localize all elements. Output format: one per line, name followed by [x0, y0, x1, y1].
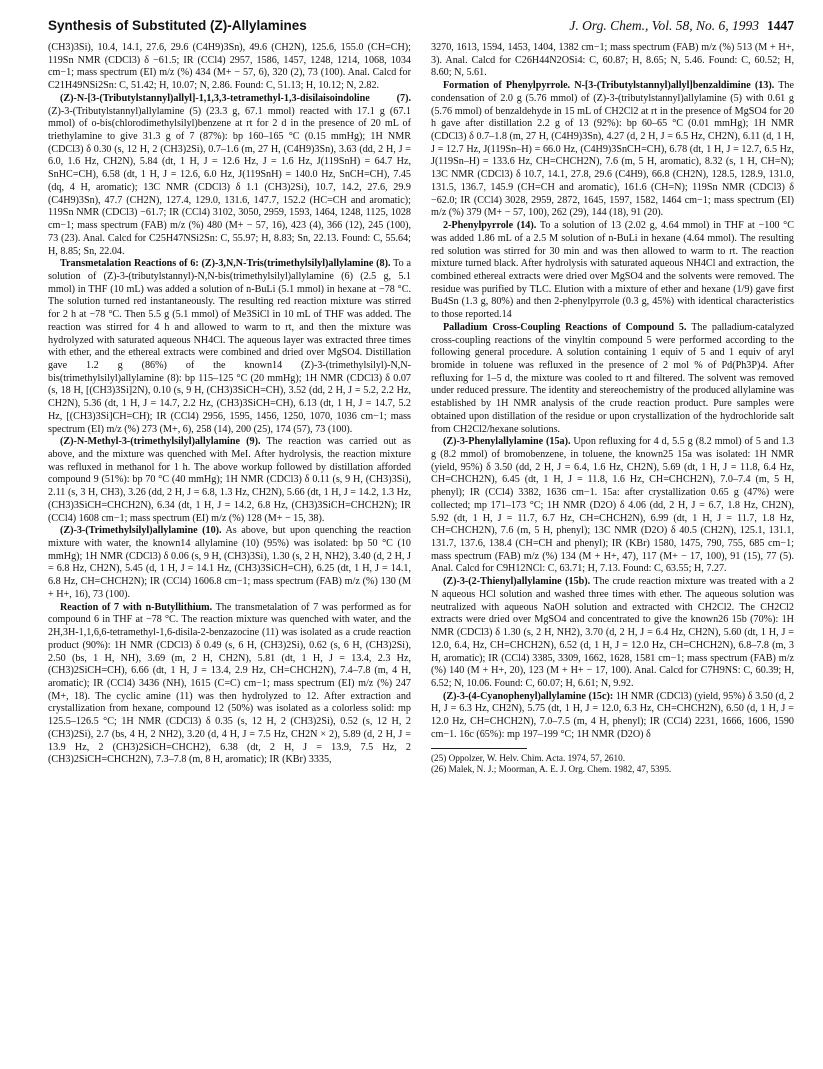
paragraph — [48, 525, 411, 601]
paragraph — [431, 322, 794, 436]
paragraph — [48, 602, 411, 767]
paragraph-heading: 2-Phenylpyrrole (14). — [443, 220, 537, 232]
footnote: (25) Oppolzer, W. Helv. Chim. Acta. 1974, 57, 2610. — [431, 752, 625, 763]
footnote-divider — [431, 748, 527, 749]
footnotes — [431, 753, 794, 776]
paragraph — [431, 691, 794, 742]
paragraph-text: 3270, 1613, 1594, 1453, 1404, 1382 cm−1; mass spectrum (FAB) m/z (%) 513 (M + H+, 3). Anal. Calcd for C26H44N2OSi4: C, 60.87; H, 8.65; N, 5.46. Found: C, 60.52; H, 8.60; N, 5.61. — [431, 42, 794, 79]
paragraph — [431, 220, 794, 322]
running-title: Synthesis of Substituted (Z)-Allylamines — [48, 18, 307, 33]
paragraph-heading: (Z)-3-(Trimethylsilyl)allylamine (10). — [60, 525, 222, 537]
paragraph-text: Upon refluxing for 4 d, 5.5 g (8.2 mmol) of 5 and 1.3 g (8.2 mmol) of bromobenzene, in toluene, the known25 15a was isolated: 1H NMR (yield, 95%) δ 3.50 (dd, 2 H, J = 6.4, 1.6 Hz, CH2N), 5.69 (dt, 1 H, J = 11.8, 6.4 Hz, CH=CHCH2N), 6.45 (dt, 1 H, J = 11.8, 1.6 Hz, CH=CHCH2N), 7.0–7.4 (m, 5 H, phenyl); IR (CCl4) 3382, 1636 cm−1. 15a: after crystallization 0.65 g (47%) were collected; mp 171–173 °C; 1H NMR (D2O) δ 4.06 (dd, 2 H, J = 6.7, 1.8 Hz, CH2N), 5.92 (dt, 1 H, J = 11.7, 6.7 Hz, CH=CHCH2N), 6.99 (dt, 1 H, J = 11.7, 1.8 Hz, CH=CHCH2N), 7.6 (m, 5 H, phenyl); 13C NMR (D2O) δ 40.5 (CH2N), 125.1, 131.1, 131.7, 137.6, 138.4 (CH=CH and phenyl); IR (KBr) 1580, 1475, 790, 755, 685 cm−1; mass spectrum (FAB) m/z (%) 134 (M + H+, 47), 117 (M+ − 17, 100), 91 (15), 77 (5). Anal. Calcd for C9H12NCl: C, 63.71; H, 7.13. Found: C, 63.55; H, 7.27. — [431, 436, 794, 575]
paragraph-text: As above, but upon quenching the reaction mixture with water, the known14 allylamine (10) (95%) was isolated: bp 50 °C (10 mmHg); 1H NMR (CDCl3) δ 0.06 (s, 9 H, (CH3)3Si), 1.30 (s, 2 H, NH2), 3.40 (d, 2 H, J = 6.8 Hz, CH2N), 5.45 (d, 1 H, J = 14.1 Hz, (CH3)3SiCH=CH), 6.25 (dt, 1 H, J = 14.1, 6.8 Hz, CH=CHCH2N); IR (CCl4) 1606.8 cm−1; mass spectrum (FAB) m/z (%) 130 (M + H+, 16), 73 (100). — [48, 525, 411, 600]
paragraph-heading: (Z)-N-Methyl-3-(trimethylsilyl)allylamine (9). — [60, 436, 261, 448]
right-column — [431, 42, 794, 1052]
paragraph-text: The reaction was carried out as above, and the mixture was quenched with MeI. After hydrolysis, the reaction mixture was refluxed in methanol for 1 h. The above workup followed by distillation afforded compound 9 (51%): bp 70 °C (40 mmHg); 1H NMR (CDCl3) δ 0.11 (s, 9 H, (CH3)3Si), 2.11 (s, 3 H, CH3), 3.26 (dd, 2 H, J = 6.8, 1.3 Hz, CH2N), 5.66 (dt, 1 H, J = 14.2, 1.3 Hz, (CH3)3SiCH=CHCH2N), 6.34 (dt, 1 H, J = 14.2, 6.8 Hz, (CH3)3SiCH=CHCH2N); IR (CCl4) 1608 cm−1; mass spectrum (EI) m/z (%) 128 (M+ − 15, 38). — [48, 436, 411, 524]
paragraph-heading: Transmetalation Reactions of 6: (Z)-3,N,N-Tris(trimethylsilyl)allylamine (8). — [60, 258, 391, 270]
paragraph — [48, 42, 411, 93]
paragraph-heading: Formation of Phenylpyrrole. N-[3-(Tributylstannyl)allyl]benzaldimine (13). — [443, 80, 775, 92]
paragraph-text: The transmetalation of 7 was performed as for compound 6 in THF at −78 °C. The reaction mixture was quenched with water, and the 2H,3H-1,1,6,6-tetramethyl-1,6-disila-2-benzazocine (11) was isolated as a crude reaction product (90%): 1H NMR (CDCl3) δ 0.49 (s, 6 H, (CH3)2Si), 0.62 (s, 6 H, (CH3)2Si), 2.50 (bs, 1 H, NH), 3.69 (m, 2 H, CH2N), 5.81 (dt, 1 H, J = 13.4, 2.3 Hz, (CH3)2SiCH=CH), 6.66 (dt, 1 H, J = 13.4, 2.9 Hz, CH=CHCH2N), 7.4–7.8 (m, 4 H, aromatic); IR (CCl4) 3436 (NH), 1615 (C=C) cm−1; mass spectrum (EI) m/z (%) 247 (M+, 18). The cyclic amine (11) was then hydrolyzed to 12. After extraction and crystallization from hexane, compound 12 (50%) was isolated as a colorless solid: mp 125.5–126.5 °C; 1H NMR (CDCl3) δ 0.35 (s, 12 H, 2 (CH3)2Si), 0.52 (s, 12 H, 2 (CH3)2Si), 2.7 (bs, 4 H, 2 NH2), 3.20 (d, 4 H, J = 7.5 Hz, CH2N × 2), 5.89 (d, 2 H, J = 13.9 Hz, 2 (CH3)2SiCH=CHCH2), 6.38 (dt, 2 H, J = 13.9, 7.5 Hz, 2 (CH3)2SiCH=CHCH2N), 7.3–7.8 (m, 8 H, aromatic); IR (KBr) 3335, — [48, 601, 411, 766]
paragraph-text: The crude reaction mixture was treated with a 2 N aqueous HCl solution and washed three times with ether. The aqueous solution was neutralized with aqueous NaOH solution and extracted with CH2Cl2. The CH2Cl2 extracts were dried over MgSO4 and concentrated to give the known26 15b (70%): 1H NMR (CDCl3) δ 1.30 (s, 2 H, NH2), 3.70 (d, 2 H, J = 6.4 Hz, CH2N), 5.60 (dt, 1 H, J = 12.0, 6.4, Hz, CH=CHCH2N), 6.52 (d, 1 H, J = 12.0 Hz, CH=CHCH2N), 6.8–7.8 (m, 3 H, aromatic); IR (CCl4) 3385, 3309, 1662, 1628, 1581 cm−1; mass spectrum (FAB) m/z (%) 140 (M + H+, 20), 123 (M + H+ − 17, 100). Anal. Calcd for C7H9NS: C, 60.39; H, 6.52; N, 10.06. Found: C, 60.07; H, 6.61; N, 9.92. — [431, 576, 794, 689]
paragraph — [431, 42, 794, 80]
footnote: (26) Malek, N. J.; Moorman, A. E. J. Org. Chem. 1982, 47, 5395. — [431, 763, 672, 774]
paragraph — [431, 80, 794, 220]
paragraph-heading: Palladium Cross-Coupling Reactions of Compound 5. — [443, 321, 687, 333]
running-header — [48, 18, 794, 38]
left-column — [48, 42, 411, 1052]
paragraph — [48, 93, 411, 258]
paragraph-text: To a solution of (Z)-3-(tributylstannyl)-N,N-bis(trimethylsilyl)allylamine (6) (2.5 g, 5.1 mmol) in THF (10 mL) was added a solution of n-BuLi (5.1 mmol) in hexane at −78 °C. The solution turned red instantaneously. The resulting red reaction mixture was stirred for 2 h at −78 °C. Then 5.5 g (5.1 mmol) of Me3SiCl in 10 mL of THF was added. The reaction was stirred for 4 h and allowed to warm to rt, and then the mixture was hydrolyzed with saturated aqueous NH4Cl. The aqueous layer was extracted three times with ether, and the ethereal extracts were combined and dried over MgSO4. Distillation gave 1.2 g (86%) of the known14 (Z)-3-(trimethylsilyl)-N,N-bis(trimethylsilyl)allylamine (8): bp 115–125 °C (20 mmHg); 1H NMR (CDCl3) δ 0.07 (s, 18 H, [(CH3)3Si]2N), 0.10 (s, 9 H, (CH3)3SiCH=CH), 3.52 (dd, 2 H, J = 5.2, 2.2 Hz, CH2N), 5.36 (dt, 1 H, J = 14.7, 2.2 Hz, (CH3)3SiCH=CH), 6.13 (dt, 1 H, J = 14.7, 5.2 Hz, [(CH3)3Si]CH=CH); IR (CCl4) 2956, 1595, 1456, 1250, 1070, 1036 cm−1; mass spectrum (EI) m/z (%) 273 (M+, 6), 258 (14), 200 (25), 174 (57), 73 (100). — [48, 258, 411, 435]
journal-volume: J. Org. Chem., Vol. 58, No. 6, 1993 — [569, 18, 759, 33]
paragraph-heading: (Z)-N-[3-(Tributylstannyl)allyl]-1,1,3,3-tetramethyl-1,3-disilaisoindoline (7). — [60, 92, 411, 104]
paragraph-heading: Reaction of 7 with n-Butyllithium. — [60, 601, 213, 613]
paragraph-text: To a solution of 13 (2.02 g, 4.64 mmol) in THF at −100 °C was added 1.86 mL of a 2.5 M solution of n-BuLi in hexane (4.64 mmol). The resulting red solution was stirred for 30 min and was then allowed to warm to rt. The reaction mixture turned black. After hydrolysis with saturated aqueous NH4Cl and extraction, the combined ethereal extracts were dried over MgSO4 and the solvents were removed. The residue was purified by TLC. Elution with a mixture of ether and hexane (1/9) gave first Bu4Sn (1.3 g, 80%) and then 2-phenylpyrrole (0.3 g, 45%) with identical characteristics to those reported.14 — [431, 220, 794, 321]
paragraph — [48, 436, 411, 525]
page-number: 1447 — [767, 18, 794, 33]
journal-citation — [569, 18, 794, 34]
paragraph-heading: (Z)-3-(2-Thienyl)allylamine (15b). — [443, 576, 591, 588]
paragraph-heading: (Z)-3-(4-Cyanophenyl)allylamine (15c): — [443, 690, 614, 702]
paragraph — [431, 576, 794, 690]
paragraph-heading: (Z)-3-Phenylallylamine (15a). — [443, 436, 571, 448]
paragraph-text: 1H NMR (CDCl3) (yield, 95%) δ 3.50 (d, 2 H, J = 6.3 Hz, CH2N), 5.75 (dt, 1 H, J = 12.0, 6.3 Hz, CH=CHCH2N), 6.50 (d, 1 H, J = 12.0 Hz, CH=CHCH2N), 7.0–7.5 (m, 4 H, phenyl); IR (CCl4) 2231, 1666, 1606, 1590 cm−1. 16c (65%): mp 197–199 °C; 1H NMR (D2O) δ — [431, 690, 794, 740]
paragraph-text: (CH3)3Si), 10.4, 14.1, 27.6, 29.6 (C4H9)3Sn), 49.6 (CH2N), 125.6, 155.0 (CH=CH); 119Sn NMR (CDCl3) δ −61.5; IR (CCl4) 2957, 1586, 1457, 1248, 1214, 1068, 1034 cm−1; mass spectrum (EI) m/z (%) 434 (M+ − 57, 6), 320 (2), 73 (100). Anal. Calcd for C21H49NSi2Sn: C, 51.42; H, 10.07; N, 2.86. Found: C, 51.13; H, 10.12; N, 2.82. — [48, 42, 411, 92]
paragraph-text: The condensation of 2.0 g (5.76 mmol) of (Z)-3-(tributylstannyl)allylamine (5) with 0.61 g (5.76 mmol) of benzaldehyde in 15 mL of CH2Cl2 at rt in the presence of MgSO4 for 20 h gave after distillation 2.2 g of 13 (92%): bp 60–65 °C (0.01 mmHg); 1H NMR (CDCl3) δ 0.7–1.8 (m, 27 H, (C4H9)3Sn), 4.27 (d, 2 H, J = 6.5 Hz, CH2N), 6.11 (d, 1 H, J = 12.7 Hz, J(119Sn–H) = 66.0 Hz, (C4H9)3SnCH=CH), 6.78 (dt, 1 H, J = 12.7, 6.5 Hz, J(119Sn–H) = 133.6 Hz, CH=CHCH2N), 7.6 (m, 5 H, aromatic), 8.32 (s, 1 H, CH=N); 13C NMR (CDCl3) δ 10.7, 14.1, 27.8, 29.6 (C4H9), 66.8 (CH2N), 128.5, 128.9, 131.0, 131.5, 136.7, 145.9 (CH=CH and aromatic), 161.6 (CH=N); 119Sn NMR (CDCl3) δ −62.0; IR (CCl4) 3028, 2959, 2872, 1645, 1597, 1582, 1464 cm−1; mass spectrum (EI) m/z (%) 379 (M+ − 57, 100), 262 (29), 144 (18), 91 (20). — [431, 80, 794, 219]
paragraph-text: The palladium-catalyzed cross-coupling reactions of the vinyltin compound 5 were performed according to the following general procedure. A solution containing 1 equiv of 5 and 1 equiv of aryl bromide in toluene was refluxed in the presence of 2 mol % of Pd(Ph3P)4. After refluxing for 1–5 d, the mixture was cooled to rt and filtered. The solvent was removed under reduced pressure. The identity and stereochemistry of the produced allylamine was established by 1H NMR analysis of the crude reaction product. Pure samples were obtained upon distillation of the residue or upon crystallization of the hydrochloride salt from CH2Cl2/hexane solutions. — [431, 321, 794, 435]
paragraph — [431, 436, 794, 576]
paragraph-text: (Z)-3-(Tributylstannyl)allylamine (5) (23.3 g, 67.1 mmol) reacted with 17.1 g (67.1 mmol) of o-bis(chlorodimethylsilyl)benzene at rt for 2 d in the presence of 20 mL of triethylamine to give 31.3 g of 7 (87%): bp 160–165 °C (0.15 mmHg); 1H NMR (CDCl3) δ 0.30 (s, 12 H, 2 (CH3)2Si), 0.7–1.6 (m, 27 H, (C4H9)3Sn), 3.63 (dd, 2 H, J = 6.0, 1.6 Hz, CH2N), 5.84 (dt, 1 H, J = 12.6 Hz, J = 1.6 Hz, J(119SnH) = 64.7 Hz, SnHC=CH), 6.58 (dt, 1 H, J = 12.6, 6.0 Hz, J(119SnH) = 140.0 Hz, SnCH=CH), 7.45 (dq, 4 H, aromatic); 13C NMR (CDCl3) δ 1.1 (CH3)2Si), 10.7, 14.2, 27.6, 29.9 (C4H9)3Sn), 47.7 (CH2N), 127.4, 129.0, 131.6, 147.7, 152.2 (HC=CH and aromatic); 119Sn NMR (CDCl3) −61.7; IR (CCl4) 3102, 3050, 2959, 1593, 1464, 1248, 1125, 1028 cm−1; mass spectrum (FAB) m/z (%) 480 (M+ − 57, 16), 423 (4), 366 (12), 245 (100), 73 (23). Anal. Calcd for C25H47NSi2Sn: C, 55.97; H, 8.83; Sn, 22.13. Found: C, 55.64; H, 8.85; Sn, 22.04. — [48, 105, 411, 257]
paragraph — [48, 258, 411, 436]
